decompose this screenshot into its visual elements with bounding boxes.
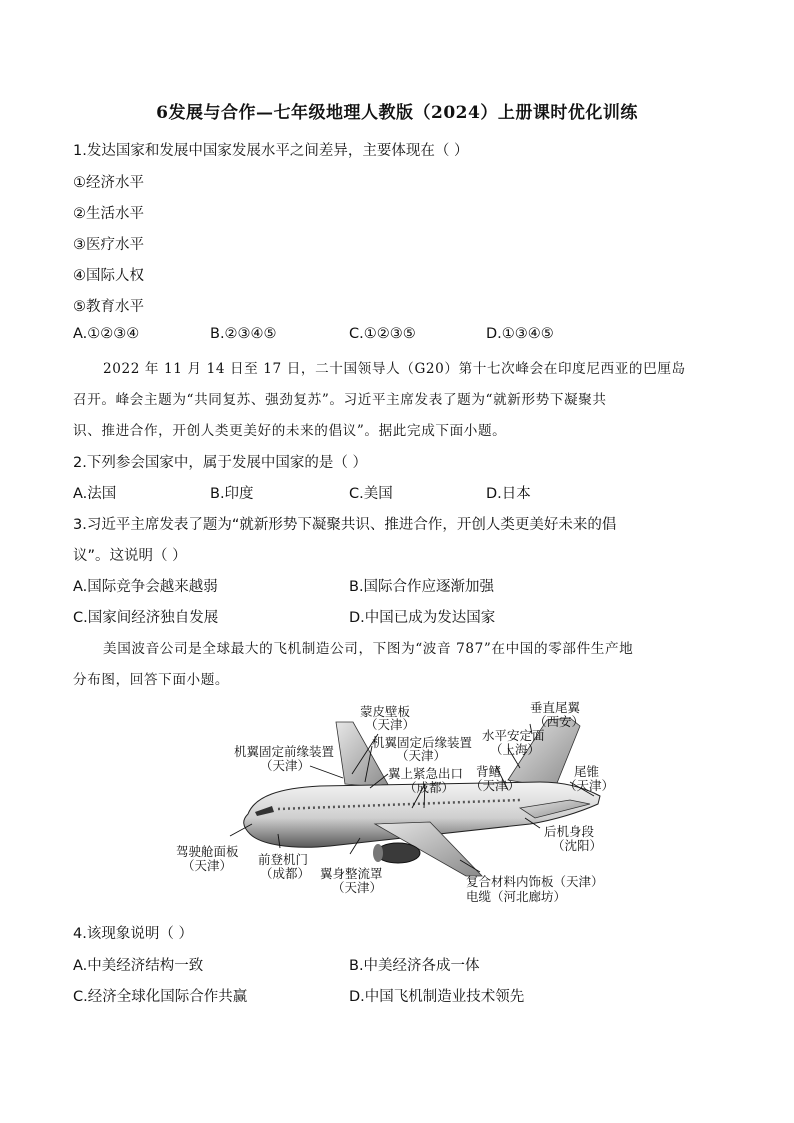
label-door-loc: （成都）: [260, 866, 311, 881]
label-htail-loc: （上海）: [490, 742, 541, 757]
label-cockpit-loc: （天津）: [182, 858, 233, 873]
label-vtail-loc: （西安）: [534, 714, 585, 729]
q1-item-4: ④国际人权: [73, 268, 144, 284]
label-tailcone: 尾锥: [574, 764, 600, 779]
label-fin-loc: （天津）: [470, 778, 521, 793]
q3-option-b[interactable]: B.国际合作应逐渐加强: [349, 579, 495, 595]
q1-item-5: ⑤教育水平: [73, 299, 144, 315]
label-cable: 电缆（河北廊坊）: [466, 889, 567, 904]
label-tailcone-loc: （天津）: [564, 778, 615, 793]
label-fixed-le: 机翼固定前缘装置: [234, 744, 335, 759]
label-skin-panel-loc: （天津）: [365, 717, 416, 732]
q2-option-c[interactable]: C.美国: [349, 486, 393, 502]
q1-item-2: ②生活水平: [73, 206, 144, 222]
label-fairing: 翼身整流罩: [320, 866, 383, 881]
q1-stem: 1.发达国家和发展中国家发展水平之间差异，主要体现在（ ）: [73, 143, 469, 159]
label-fixed-le-loc: （天津）: [260, 758, 311, 773]
label-vtail: 垂直尾翼: [530, 700, 581, 715]
q3-option-c[interactable]: C.国家间经济独自发展: [73, 610, 219, 626]
q4-stem: 4.该现象说明（ ）: [73, 926, 193, 942]
q3-option-a[interactable]: A.国际竞争会越来越弱: [73, 579, 218, 595]
q2-stem: 2.下列参会国家中，属于发展中国家的是（ ）: [73, 455, 367, 471]
label-exit: 翼上紧急出口: [388, 766, 464, 781]
passage1-line-1: 2022 年 11 月 14 日至 17 日，二十国领导人（G20）第十七次峰会在印度尼西亚的巴厘岛: [103, 361, 686, 377]
label-cockpit: 驾驶舱面板: [176, 844, 239, 859]
q4-option-c[interactable]: C.经济全球化国际合作共赢: [73, 989, 248, 1005]
label-fin: 背鳍: [476, 764, 502, 779]
q4-option-b[interactable]: B.中美经济各成一体: [349, 958, 480, 974]
label-door: 前登机门: [258, 852, 309, 867]
label-fixed-te: 机翼固定后缘装置: [372, 735, 473, 750]
label-interior: 复合材料内饰板（天津）: [466, 874, 604, 889]
page-title: 6发展与合作—七年级地理人教版（2024）上册课时优化训练: [156, 103, 638, 123]
q2-option-a[interactable]: A.法国: [73, 486, 117, 502]
label-aft: 后机身段: [544, 824, 595, 839]
label-htail: 水平安定面: [482, 728, 545, 743]
passage2-line-1: 美国波音公司是全球最大的飞机制造公司，下图为“波音 787”在中国的零部件生产地: [103, 641, 634, 657]
q4-option-a[interactable]: A.中美经济结构一致: [73, 958, 204, 974]
passage2-line-2: 分布图，回答下面小题。: [73, 672, 230, 688]
q2-option-d[interactable]: D.日本: [486, 486, 531, 502]
q1-item-3: ③医疗水平: [73, 237, 144, 253]
q3-stem-line-1: 3.习近平主席发表了题为“就新形势下凝聚共识、推进合作，开创人类更美好未来的倡: [73, 517, 617, 533]
label-fairing-loc: （天津）: [332, 880, 383, 895]
q2-option-b[interactable]: B.印度: [210, 486, 254, 502]
boeing-787-parts-figure: [160, 696, 630, 911]
passage1-line-3: 识、推进合作，开创人类更美好的未来的倡议”。据此完成下面小题。: [73, 423, 507, 439]
q1-option-c[interactable]: C.①②③⑤: [349, 326, 416, 342]
label-aft-loc: （沈阳）: [552, 838, 603, 853]
q1-item-1: ①经济水平: [73, 175, 144, 191]
passage1-line-2: 召开。峰会主题为“共同复苏、强劲复苏”。习近平主席发表了题为“就新形势下凝聚共: [73, 392, 607, 408]
engine-intake: [373, 844, 383, 862]
q1-option-b[interactable]: B.②③④⑤: [210, 326, 277, 342]
q4-option-d[interactable]: D.中国飞机制造业技术领先: [349, 989, 525, 1005]
q1-option-d[interactable]: D.①③④⑤: [486, 326, 554, 342]
label-fixed-te-loc: （天津）: [396, 748, 447, 763]
label-exit-loc: （成都）: [404, 780, 455, 795]
q1-option-a[interactable]: A.①②③④: [73, 326, 140, 342]
label-skin-panel: 蒙皮壁板: [360, 704, 411, 719]
q3-stem-line-2: 议”。这说明（ ）: [73, 548, 187, 564]
q3-option-d[interactable]: D.中国已成为发达国家: [349, 610, 496, 626]
